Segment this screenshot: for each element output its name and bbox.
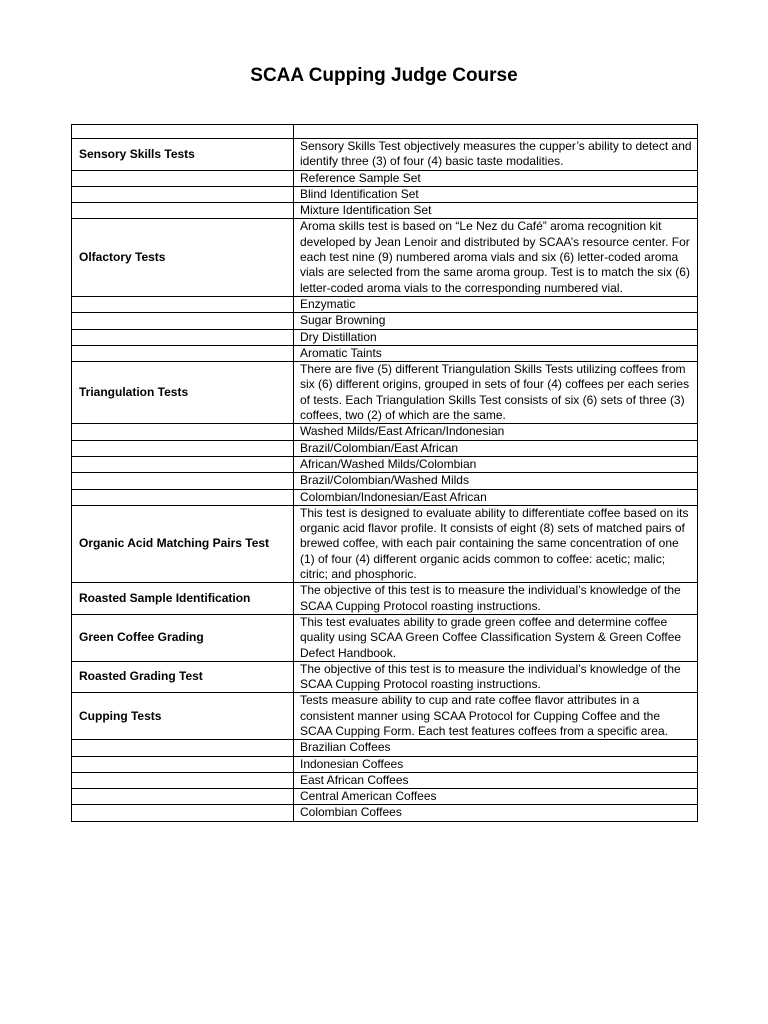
table-row [72, 345, 698, 361]
description-cell: Brazil/Colombian/Washed Milds [294, 473, 698, 489]
test-name-cell [72, 805, 294, 821]
description-cell: Central American Coffees [294, 789, 698, 805]
test-name-cell: Sensory Skills Tests [72, 139, 294, 171]
description-cell: The objective of this test is to measure the individual’s knowledge of the SCAA Cupping Protocol roasting instructions. [294, 583, 698, 615]
test-name-cell: Roasted Grading Test [72, 661, 294, 693]
description-cell: Tests measure ability to cup and rate coffee flavor attributes in a consistent manner using SCAA Protocol for Cupping Coffee and the SCAA Cupping Form. Each test features coffees from a specific area. [294, 693, 698, 740]
test-name-cell [72, 489, 294, 505]
table-row [72, 125, 698, 139]
test-name-cell: Green Coffee Grading [72, 614, 294, 661]
description-cell: Blind Identification Set [294, 186, 698, 202]
test-name-cell [72, 756, 294, 772]
table-row [72, 170, 698, 186]
course-table [71, 124, 698, 822]
test-name-cell [72, 170, 294, 186]
description-cell: Sugar Browning [294, 313, 698, 329]
table-row [72, 805, 698, 821]
table-row [72, 473, 698, 489]
test-name-cell [72, 789, 294, 805]
test-name-cell: Olfactory Tests [72, 219, 294, 296]
description-cell: Aromatic Taints [294, 345, 698, 361]
test-name-cell: Cupping Tests [72, 693, 294, 740]
test-name-cell [72, 345, 294, 361]
test-name-cell: Roasted Sample Identification [72, 583, 294, 615]
test-name-cell: Organic Acid Matching Pairs Test [72, 505, 294, 582]
test-name-cell [72, 296, 294, 312]
test-name-cell [72, 740, 294, 756]
test-name-cell [72, 313, 294, 329]
test-name-cell [72, 186, 294, 202]
table-row [72, 756, 698, 772]
description-cell: There are five (5) different Triangulation Skills Tests utilizing coffees from six (6) different origins, grouped in sets of four (4) coffees per each series of tests. Each Triangulation Skills Test consists of six (6) sets of three (3) coffees, two (2) of which are the same. [294, 362, 698, 424]
table-row [72, 614, 698, 661]
table-row [72, 329, 698, 345]
description-cell: Colombian/Indonesian/East African [294, 489, 698, 505]
description-cell [294, 125, 698, 139]
description-cell: Indonesian Coffees [294, 756, 698, 772]
description-cell: Brazilian Coffees [294, 740, 698, 756]
description-cell: East African Coffees [294, 772, 698, 788]
description-cell: Dry Distillation [294, 329, 698, 345]
description-cell: Reference Sample Set [294, 170, 698, 186]
table-row [72, 362, 698, 424]
course-table-body [72, 125, 698, 822]
page-title: SCAA Cupping Judge Course [250, 65, 518, 86]
table-row [72, 203, 698, 219]
table-row [72, 440, 698, 456]
description-cell: This test evaluates ability to grade green coffee and determine coffee quality using SCAA Green Coffee Classification System & Green Coffee Defect Handbook. [294, 614, 698, 661]
table-row [72, 789, 698, 805]
description-cell: Enzymatic [294, 296, 698, 312]
table-row [72, 456, 698, 472]
test-name-cell [72, 203, 294, 219]
description-cell: Colombian Coffees [294, 805, 698, 821]
table-row [72, 139, 698, 171]
table-row [72, 505, 698, 582]
test-name-cell [72, 329, 294, 345]
test-name-cell: Triangulation Tests [72, 362, 294, 424]
description-cell: Washed Milds/East African/Indonesian [294, 424, 698, 440]
test-name-cell [72, 456, 294, 472]
table-row [72, 772, 698, 788]
table-row [72, 693, 698, 740]
table-row [72, 424, 698, 440]
table-row [72, 583, 698, 615]
table-row [72, 186, 698, 202]
description-cell: This test is designed to evaluate ability to differentiate coffee based on its organic acid flavor profile. It consists of eight (8) sets of matched pairs of brewed coffee, with each pair containing the same concentration of one (1) of four (4) different organic acids common to coffee: acetic; malic; citric; and phosphoric. [294, 505, 698, 582]
test-name-cell [72, 473, 294, 489]
description-cell: Aroma skills test is based on “Le Nez du Café” aroma recognition kit developed by Jean Lenoir and distributed by SCAA’s resource center. For each test nine (9) numbered aroma vials and six (6) letter-coded aroma vials are selected from the same aroma group. Test is to match the six (6) letter-coded aroma vials to the corresponding numbered vial. [294, 219, 698, 296]
description-cell: African/Washed Milds/Colombian [294, 456, 698, 472]
table-row [72, 313, 698, 329]
table-row [72, 740, 698, 756]
description-cell: The objective of this test is to measure the individual’s knowledge of the SCAA Cupping Protocol roasting instructions. [294, 661, 698, 693]
description-cell: Sensory Skills Test objectively measures the cupper’s ability to detect and identify three (3) of four (4) basic taste modalities. [294, 139, 698, 171]
table-row [72, 219, 698, 296]
test-name-cell [72, 772, 294, 788]
test-name-cell [72, 424, 294, 440]
table-row [72, 661, 698, 693]
test-name-cell [72, 440, 294, 456]
description-cell: Mixture Identification Set [294, 203, 698, 219]
test-name-cell [72, 125, 294, 139]
description-cell: Brazil/Colombian/East African [294, 440, 698, 456]
table-row [72, 296, 698, 312]
table-row [72, 489, 698, 505]
